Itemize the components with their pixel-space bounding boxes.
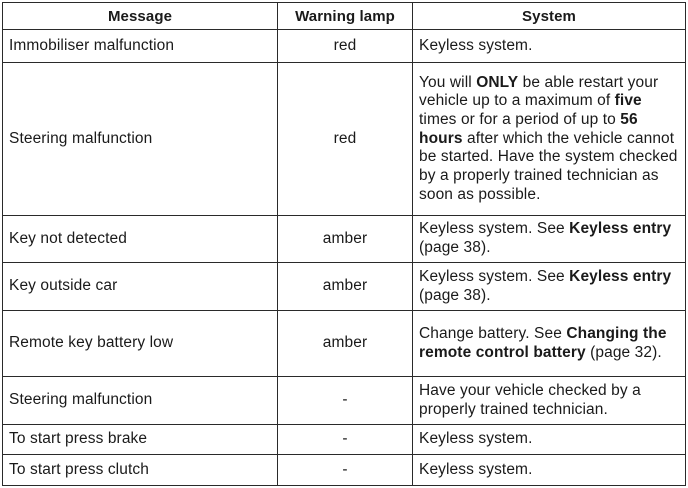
- table-row: [3, 425, 686, 455]
- message-cell: Key not detected: [3, 216, 278, 263]
- table-row: [3, 377, 686, 425]
- message-cell: Steering malfunction: [3, 63, 278, 216]
- table-row: [3, 455, 686, 486]
- warning-lamp-cell: red: [278, 63, 413, 216]
- bold-text-run: 56 hours: [419, 110, 638, 147]
- warning-lamp-cell: -: [278, 377, 413, 425]
- header-message: Message: [3, 3, 278, 30]
- text-run: Keyless system.: [419, 460, 533, 478]
- system-cell: [413, 30, 686, 63]
- text-run: (page 38).: [419, 239, 491, 256]
- message-cell: Remote key battery low: [3, 311, 278, 377]
- text-run: Keyless system.: [419, 430, 533, 448]
- message-cell: Key outside car: [3, 263, 278, 311]
- table-row: [3, 216, 686, 263]
- table-row: [3, 263, 686, 311]
- system-cell: [413, 455, 686, 486]
- system-cell: [413, 263, 686, 311]
- header-system: System: [413, 3, 686, 30]
- table-row: [3, 30, 686, 63]
- warning-lamp-cell: amber: [278, 263, 413, 311]
- text-run: You will: [419, 73, 477, 91]
- warning-lamp-cell: -: [278, 425, 413, 455]
- bold-text-run: five: [614, 92, 642, 110]
- warning-lamp-cell: red: [278, 30, 413, 63]
- warning-lamp-cell: amber: [278, 216, 413, 263]
- system-cell: [413, 425, 686, 455]
- table-row: [3, 63, 686, 216]
- text-run: Keyless system.: [419, 36, 533, 54]
- text-run: Have your vehicle checked by a properly trained technician.: [419, 381, 641, 418]
- system-cell: [413, 377, 686, 425]
- message-cell: To start press brake: [3, 425, 278, 455]
- system-cell: [413, 63, 686, 216]
- table-row: [3, 311, 686, 377]
- text-run: times or for a period of up to: [419, 110, 621, 128]
- message-cell: Immobiliser malfunction: [3, 30, 278, 63]
- warning-lamp-cell: amber: [278, 311, 413, 377]
- message-cell: To start press clutch: [3, 455, 278, 486]
- text-run: after which the vehicle cannot be started. Have the system checked by a properly trained technician as soon as possible.: [419, 129, 678, 203]
- warning-messages-table: [2, 2, 686, 486]
- bold-text-run: ONLY: [476, 73, 519, 91]
- text-run: be able restart your vehicle up to a maximum of: [419, 73, 659, 110]
- text-run: Change battery. See: [419, 324, 567, 342]
- header-row: [3, 3, 686, 30]
- system-cell: [413, 216, 686, 263]
- bold-text-run: Keyless entry: [569, 220, 672, 238]
- text-run: (page 38).: [419, 286, 491, 304]
- bold-text-run: Changing the remote control battery: [419, 324, 667, 361]
- text-run: (page 32).: [585, 343, 662, 361]
- text-run: Keyless system. See: [419, 267, 570, 285]
- system-cell: [413, 311, 686, 377]
- message-cell: Steering malfunction: [3, 377, 278, 425]
- bold-text-run: Keyless entry: [569, 267, 672, 285]
- warning-lamp-cell: -: [278, 455, 413, 486]
- header-warning-lamp: Warning lamp: [278, 3, 413, 30]
- text-run: Keyless system. See: [419, 220, 570, 238]
